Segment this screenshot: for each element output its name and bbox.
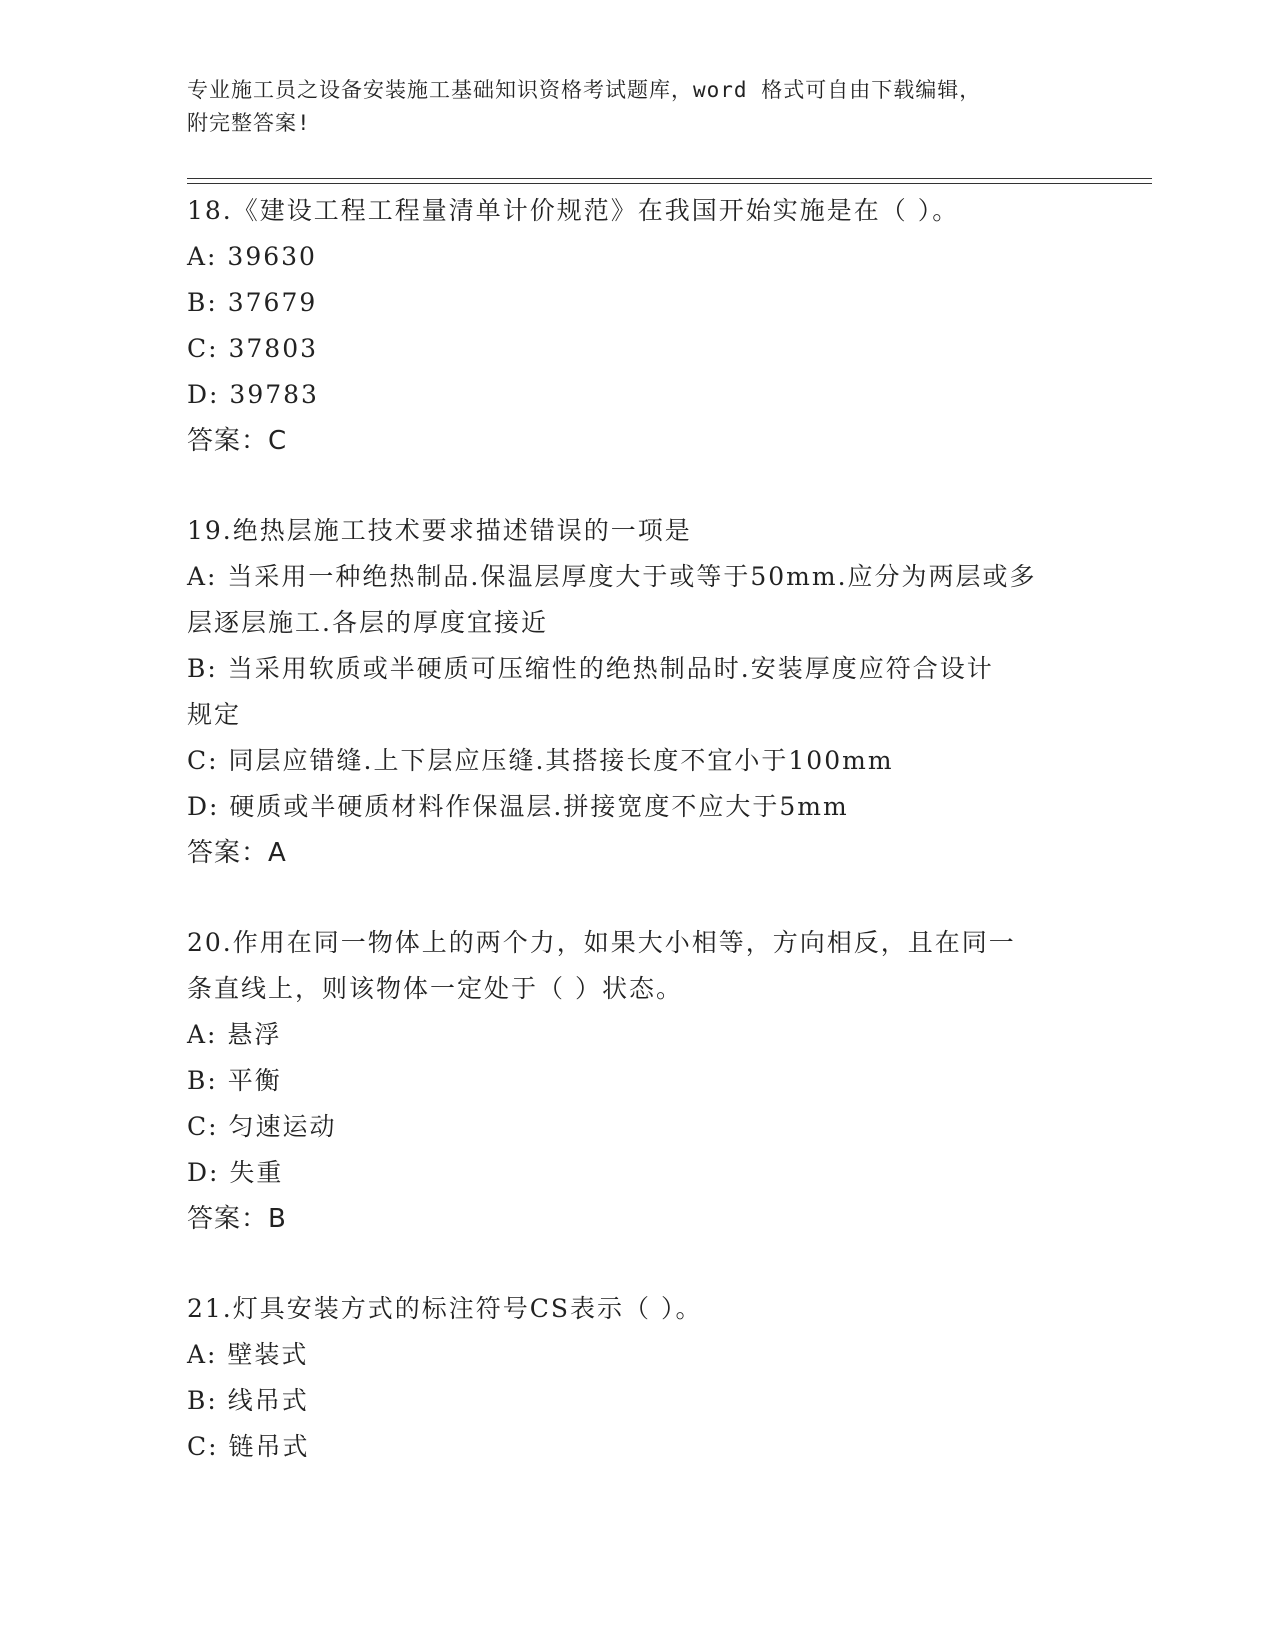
answer-line: 答案：A (187, 838, 287, 868)
option-d: D: 39783 (187, 380, 319, 409)
question-stem: 21.灯具安装方式的标注符号CS表示（ ）。 (187, 1294, 703, 1323)
question-item (187, 508, 1087, 876)
header-divider-bottom (187, 183, 1152, 184)
answer-line: 答案：B (187, 1204, 287, 1234)
option-b-continued: 规定 (187, 700, 242, 729)
header-line-2: 附完整答案! (187, 111, 311, 135)
option-c: C: 匀速运动 (187, 1112, 337, 1141)
question-gap (187, 876, 1087, 920)
option-a: A: 39630 (187, 242, 317, 271)
question-stem: 19.绝热层施工技术要求描述错误的一项是 (187, 516, 692, 545)
option-c: C: 链吊式 (187, 1432, 310, 1461)
option-b: B: 37679 (187, 288, 318, 317)
question-stem-continued: 条直线上，则该物体一定处于（ ）状态。 (187, 974, 683, 1003)
header-line-1: 专业施工员之设备安装施工基础知识资格考试题库，word 格式可自由下载编辑， (187, 78, 982, 102)
question-stem: 20.作用在同一物体上的两个力，如果大小相等，方向相反，且在同一 (187, 928, 1016, 957)
option-d: D: 硬质或半硬质材料作保温层.拼接宽度不应大于5mm (187, 792, 849, 821)
header-divider-top (187, 178, 1152, 179)
question-gap (187, 1242, 1087, 1286)
option-c: C: 37803 (187, 334, 319, 363)
answer-line: 答案：C (187, 426, 288, 456)
question-item (187, 920, 1087, 1242)
option-a-continued: 层逐层施工.各层的厚度宜接近 (187, 608, 548, 637)
option-a: A: 壁装式 (187, 1340, 309, 1369)
option-b: B: 线吊式 (187, 1386, 309, 1415)
question-stem: 18.《建设工程工程量清单计价规范》在我国开始实施是在（ ）。 (187, 196, 960, 225)
option-a: A: 悬浮 (187, 1020, 282, 1049)
question-item (187, 188, 1087, 464)
option-d: D: 失重 (187, 1158, 284, 1187)
option-a: A: 当采用一种绝热制品.保温层厚度大于或等于50mm.应分为两层或多 (187, 562, 1037, 591)
document-header (187, 74, 1087, 140)
option-c: C: 同层应错缝.上下层应压缝.其搭接长度不宜小于100mm (187, 746, 894, 775)
option-b: B: 当采用软质或半硬质可压缩性的绝热制品时.安装厚度应符合设计 (187, 654, 994, 683)
question-item (187, 1286, 1087, 1470)
question-gap (187, 464, 1087, 508)
option-b: B: 平衡 (187, 1066, 282, 1095)
question-list (187, 188, 1087, 1470)
